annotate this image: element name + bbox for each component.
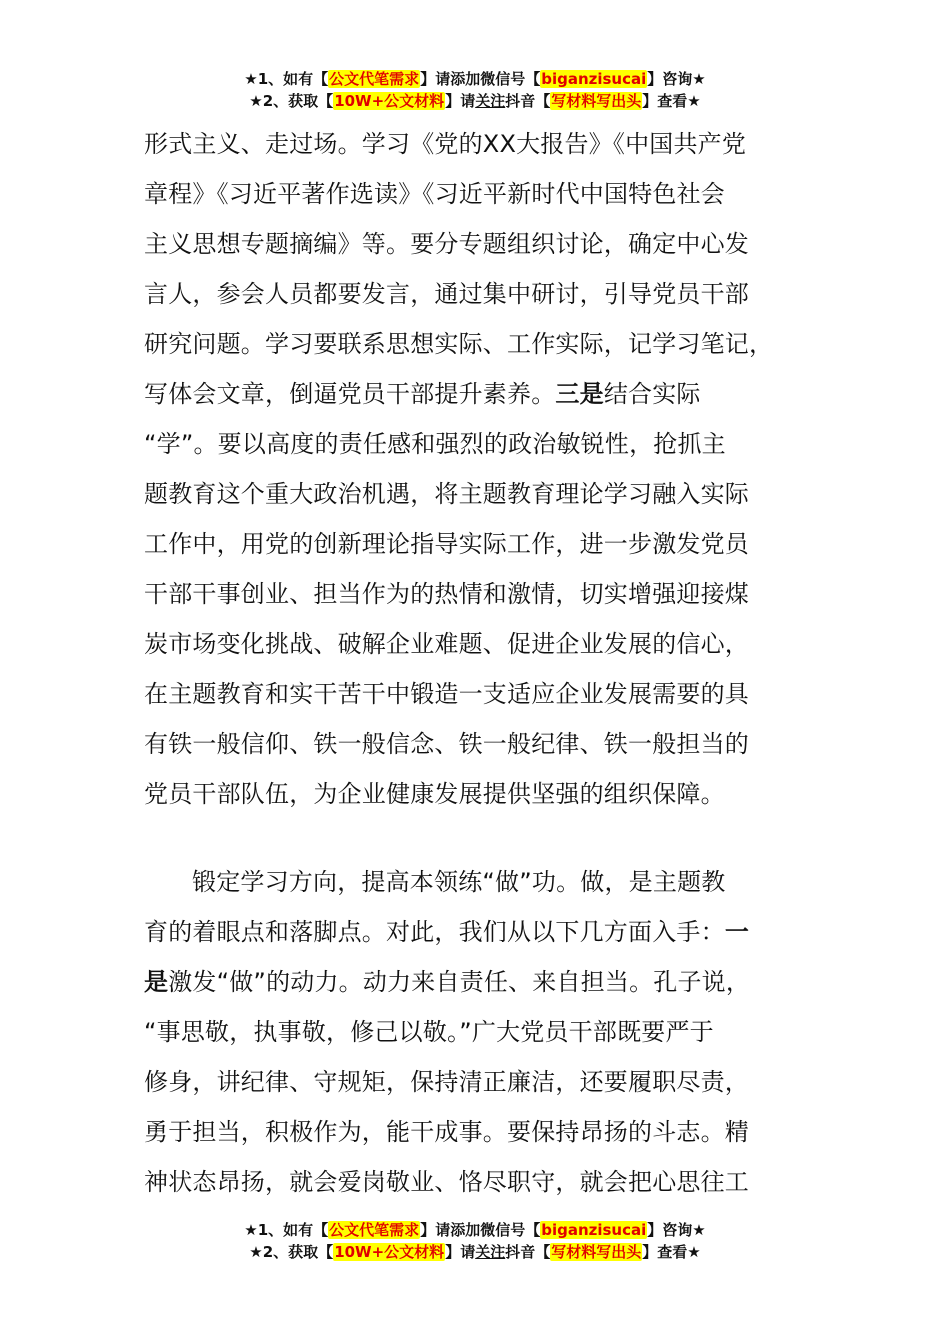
text-line: 写体会文章，倒逼党员干部提升素养。三是结合实际 [144,380,701,408]
text-line: 勇于担当，积极作为，能干成事。要保持昂扬的斗志。精 [144,1118,749,1146]
banner-line-2: ★2、获取【10W+公文材料】请关注抖音【写材料写出头】查看★ [249,1243,701,1261]
document-body [144,119,809,1207]
paragraph-gap [144,819,809,857]
text-line: 神状态昂扬，就会爱岗敬业、恪尽职守，就会把心思往工 [144,1168,749,1196]
text-line: “学”。要以高度的责任感和强烈的政治敏锐性，抢抓主 [144,430,726,458]
text-line: 在主题教育和实干苦干中锻造一支适应企业发展需要的具 [144,680,749,708]
banner-line-1: ★1、如有【公文代笔需求】请添加微信号【biganzisucai】咨询★ [244,70,706,88]
text-line: 干部干事创业、担当作为的热情和激情，切实增强迎接煤 [144,580,749,608]
footer-banner [0,1219,950,1263]
paragraph-first-line: 锻定学习方向，提高本领练“做”功。做，是主题教 [192,868,726,896]
text-line: 形式主义、走过场。学习《党的XX大报告》《中国共产党 [144,130,747,158]
text-line: 主义思想专题摘编》等。要分专题组织讨论，确定中心发 [144,230,749,258]
text-line: 工作中，用党的创新理论指导实际工作，进一步激发党员 [144,530,749,558]
text-line: 章程》《习近平著作选读》《习近平新时代中国特色社会 [144,180,725,208]
text-line: 是激发“做”的动力。动力来自责任、来自担当。孔子说， [144,968,751,996]
highlight-douyin: 写材料写出头 [551,1243,642,1261]
text-line: 修身，讲纪律、守规矩，保持清正廉洁，还要履职尽责， [144,1068,749,1096]
text-line: 言人，参会人员都要发言，通过集中研讨，引导党员干部 [144,280,749,308]
bold-marker: 三是 [555,380,604,408]
header-banner [0,68,950,112]
text-line: 育的着眼点和落脚点。对此，我们从以下几方面入手：一 [144,918,750,946]
highlight-materials: 10W+公文材料 [334,92,445,110]
text-line: 研究问题。学习要联系思想实际、工作实际，记学习笔记， [144,330,774,358]
text-line: 题教育这个重大政治机遇，将主题教育理论学习融入实际 [144,480,749,508]
banner-line-2: ★2、获取【10W+公文材料】请关注抖音【写材料写出头】查看★ [249,92,701,110]
highlight-materials: 10W+公文材料 [334,1243,445,1261]
text-line: 党员干部队伍，为企业健康发展提供坚强的组织保障。 [144,780,725,808]
highlight-service: 公文代笔需求 [329,70,420,88]
banner-line-1: ★1、如有【公文代笔需求】请添加微信号【biganzisucai】咨询★ [244,1221,706,1239]
highlight-wechat-id: biganzisucai [541,1221,647,1239]
highlight-wechat-id: biganzisucai [541,70,647,88]
bold-marker: 是 [144,968,169,996]
text-line: 炭市场变化挑战、破解企业难题、促进企业发展的信心， [144,630,749,658]
highlight-douyin: 写材料写出头 [551,92,642,110]
text-line: 有铁一般信仰、铁一般信念、铁一般纪律、铁一般担当的 [144,730,749,758]
text-line: “事思敬，执事敬，修己以敬。”广大党员干部既要严于 [144,1018,714,1046]
bold-marker: 一 [724,918,750,946]
highlight-service: 公文代笔需求 [329,1221,420,1239]
